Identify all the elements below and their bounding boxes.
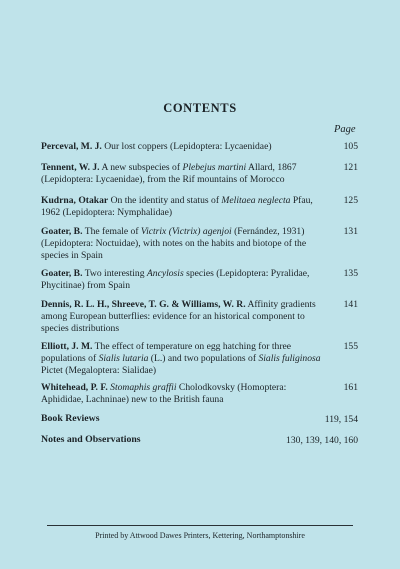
entry-author: Goater, B.	[41, 226, 83, 237]
entry-page: 135	[343, 268, 358, 279]
entry-author: Dennis, R. L. H., Shreeve, T. G. & Williams, W. R.	[41, 299, 246, 310]
entry-text: species (Lepidoptera: Pyralidae, Phycitinae) from Spain	[41, 268, 310, 291]
page-column-label: Page	[334, 124, 356, 135]
entry-author: Goater, B.	[41, 268, 83, 279]
toc-entry	[41, 162, 321, 186]
entry-text: (Fernández, 1931) (Lepidoptera: Noctuidae), with notes on the habits and biotope of the species in Spain	[41, 226, 307, 261]
entry-species: Plebejus martini	[182, 162, 247, 173]
entry-text: A new subspecies of	[99, 162, 183, 173]
toc-entry	[41, 341, 321, 377]
entry-text: Our lost coppers (Lepidoptera: Lycaenidae)	[101, 141, 272, 152]
entry-page: 105	[343, 141, 358, 152]
entry-author: Elliott, J. M.	[41, 341, 93, 352]
book-reviews-label: Book Reviews	[41, 413, 100, 424]
toc-entry	[41, 382, 321, 406]
entry-text: Affinity gradients among European butterflies: evidence for an historical component to species distributions	[41, 299, 316, 334]
book-reviews-pages: 119, 154	[324, 414, 358, 425]
entry-species: Sialis lutaria	[98, 353, 149, 364]
entry-text: Allard, 1867 (Lepidoptera: Lycaenidae), from the Rif mountains of Morocco	[41, 162, 297, 185]
toc-entry	[41, 226, 321, 262]
entry-page: 155	[343, 341, 358, 352]
entry-author: Kudrna, Otakar	[41, 195, 109, 206]
entry-page: 141	[343, 299, 358, 310]
notes-label: Notes and Observations	[41, 434, 141, 445]
entry-text: On the identity and status of	[108, 195, 222, 206]
entry-author: Tennent, W. J.	[41, 162, 100, 173]
entry-author: Whitehead, P. F.	[41, 382, 108, 393]
entry-page: 125	[343, 195, 358, 206]
notes-pages: 130, 139, 140, 160	[286, 435, 358, 446]
toc-entry	[41, 299, 321, 335]
entry-species: Sialis fuliginosa	[258, 353, 321, 364]
entry-text: Cholodkovsky (Homoptera: Aphididae, Lachninae) new to the British fauna	[41, 382, 287, 405]
entry-page: 161	[343, 382, 358, 393]
entry-text: Pictet (Megaloptera: Sialidae)	[41, 365, 157, 376]
entry-species: Ancylosis	[146, 268, 184, 279]
entry-text: Two interesting	[82, 268, 147, 279]
entry-text: The female of	[82, 226, 141, 237]
entry-text: The effect of temperature on egg hatching for three populations of	[41, 341, 292, 364]
entry-species: Victrix (Victrix) agenjoi	[140, 226, 232, 237]
toc-entry	[41, 141, 321, 153]
contents-title: CONTENTS	[163, 101, 237, 115]
footer-rule	[47, 525, 353, 526]
entry-species: Melitaea neglecta	[221, 195, 291, 206]
entry-page: 131	[343, 226, 358, 237]
printer-credit: Printed by Attwood Dawes Printers, Kettering, Northamptonshire	[95, 531, 305, 540]
entry-species: Stomaphis graffii	[110, 382, 177, 393]
entry-text: Pfau, 1962 (Lepidoptera: Nymphalidae)	[41, 195, 313, 218]
toc-entry	[41, 195, 321, 219]
entry-text: (L.) and two populations of	[148, 353, 259, 364]
toc-entry	[41, 268, 321, 292]
entry-author: Perceval, M. J.	[41, 141, 102, 152]
entry-page: 121	[343, 162, 358, 173]
